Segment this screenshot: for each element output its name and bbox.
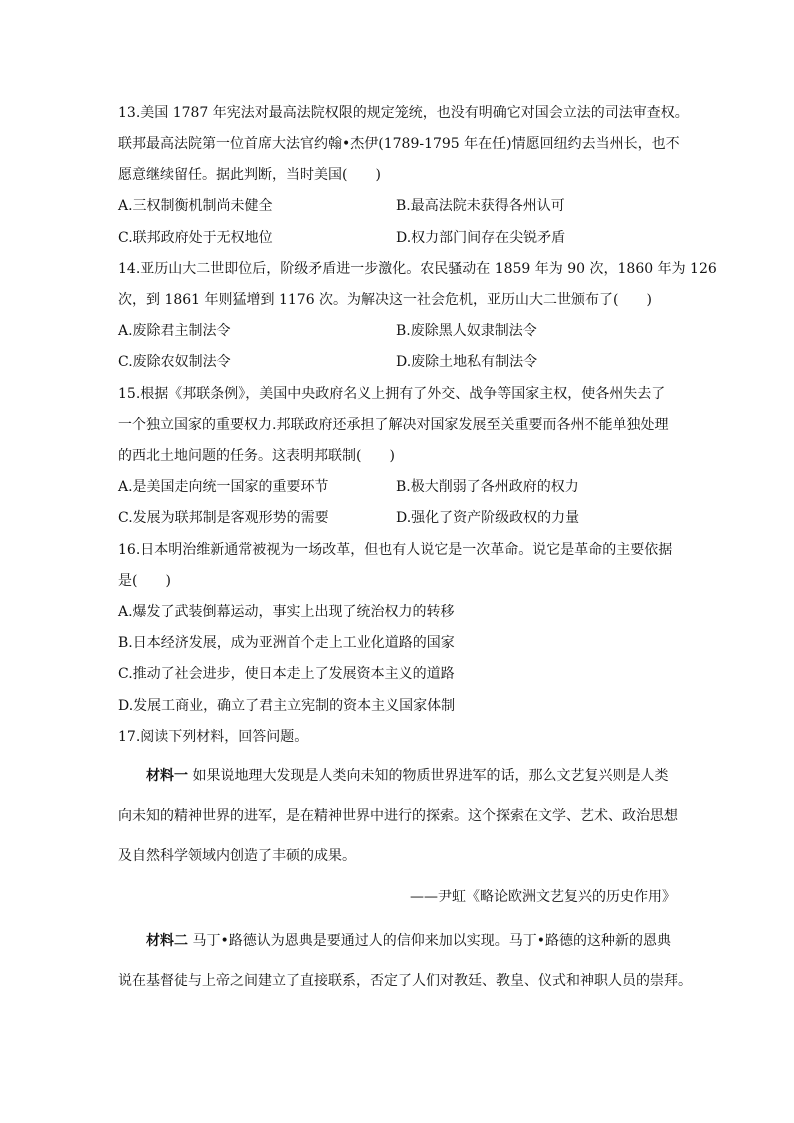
material-two-label: 材料二: [146, 933, 188, 949]
q13-stem-line3: 愿意继续留任。据此判断，当时美国( ): [118, 167, 381, 183]
q16-option-a: A.爆发了武装倒幕运动，事实上出现了统治权力的转移: [118, 604, 455, 620]
material-two-text-1: 马丁•路德认为恩典是要通过人的信仰来加以实现。马丁•路德的这种新的恩典: [188, 933, 671, 949]
material-two-line1: [146, 932, 706, 950]
q16-stem-line1: 16.日本明治维新通常被视为一场改革，但也有人说它是一次革命。说它是革命的主要依据: [118, 542, 673, 558]
q15-option-c: C.发展为联邦制是客观形势的需要: [118, 510, 329, 526]
material-two-line2: 说在基督徒与上帝之间建立了直接联系，否定了人们对教廷、教皇、仪式和神职人员的崇拜。: [118, 973, 692, 989]
q16-option-d: D.发展工商业，确立了君主立宪制的资本主义国家体制: [118, 698, 456, 714]
material-one-line3: 及自然科学领域内创造了丰硕的成果。: [118, 848, 356, 864]
q15-stem-line3: 的西北土地问题的任务。这表明邦联制( ): [118, 448, 395, 464]
q16-stem-line2: 是( ): [118, 573, 171, 589]
q14-stem-line2: 次，到 1861 年则猛增到 1176 次。为解决这一社会危机，亚历山大二世颁布了( ): [118, 292, 652, 308]
q14-option-b: B.废除黑人奴隶制法令: [396, 323, 537, 339]
q15-stem-line1: 15.根据《邦联条例》，美国中央政府名义上拥有了外交、战争等国家主权，使各州失去了: [118, 386, 666, 402]
material-one-label: 材料一: [146, 768, 188, 784]
material-one-line2: 向未知的精神世界的进军，是在精神世界中进行的探索。这个探索在文学、艺术、政治思想: [118, 808, 678, 824]
material-one-source: ——尹虹《略论欧洲文艺复兴的历史作用》: [410, 889, 676, 905]
q16-option-b: B.日本经济发展，成为亚洲首个走上工业化道路的国家: [118, 635, 455, 651]
q13-stem-line2: 联邦最高法院第一位首席大法官约翰•杰伊(1789-1795 年在任)情愿回纽约去当州长，也不: [118, 136, 680, 152]
q15-option-a: A.是美国走向统一国家的重要环节: [118, 479, 329, 495]
q16-option-c: C.推动了社会进步，使日本走上了发展资本主义的道路: [118, 666, 455, 682]
q13-stem-line1: 13.美国 1787 年宪法对最高法院权限的规定笼统，也没有明确它对国会立法的司法审查权。: [118, 105, 689, 121]
material-one-line1: [146, 767, 706, 785]
q15-option-b: B.极大削弱了各州政府的权力: [396, 479, 579, 495]
q17-stem: 17.阅读下列材料，回答问题。: [118, 729, 309, 745]
q14-stem-line1: 14.亚历山大二世即位后，阶级矛盾进一步激化。农民骚动在 1859 年为 90 次，1860 年为 126: [118, 261, 717, 277]
q14-option-a: A.废除君主制法令: [118, 323, 231, 339]
q13-option-b: B.最高法院未获得各州认可: [396, 198, 565, 214]
material-one-text-1: 如果说地理大发现是人类向未知的物质世界进军的话，那么文艺复兴则是人类: [188, 768, 669, 784]
q13-option-c: C.联邦政府处于无权地位: [118, 230, 273, 246]
q13-option-a: A.三权制衡机制尚未健全: [118, 198, 273, 214]
q14-option-c: C.废除农奴制法令: [118, 354, 231, 370]
q15-stem-line2: 一个独立国家的重要权力.邦联政府还承担了解决对国家发展至关重要而各州不能单独处理: [118, 417, 669, 433]
q15-option-d: D.强化了资产阶级政权的力量: [396, 510, 580, 526]
q14-option-d: D.废除土地私有制法令: [396, 354, 538, 370]
q13-option-d: D.权力部门间存在尖锐矛盾: [396, 230, 566, 246]
